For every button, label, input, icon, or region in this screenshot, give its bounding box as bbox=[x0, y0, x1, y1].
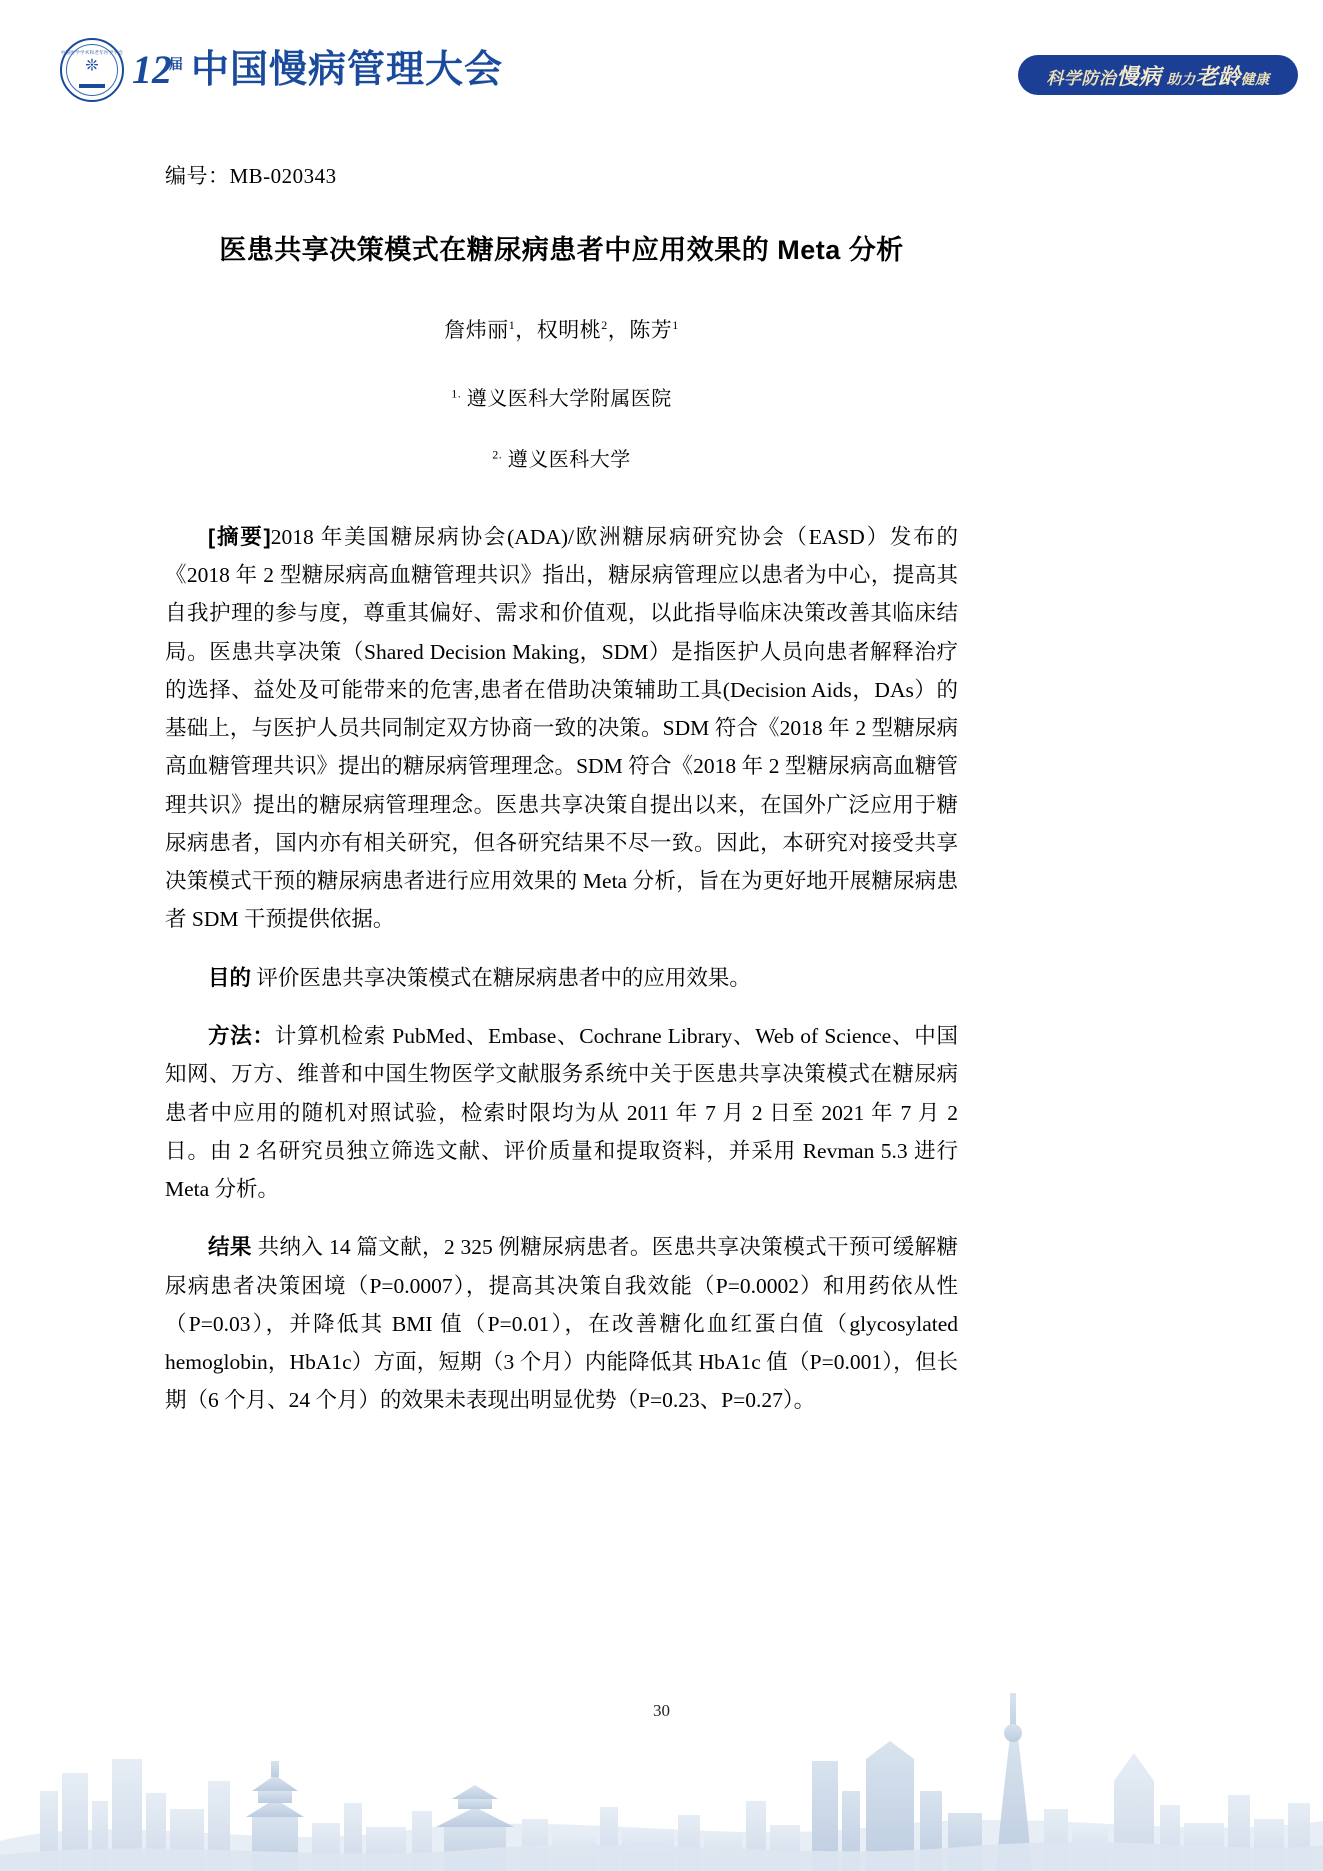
slogan-part-5: 健康 bbox=[1240, 70, 1270, 87]
methods-text: 计算机检索 PubMed、Embase、Cochrane Library、Web of Science、中国知网、万方、维普和中国生物医学文献服务系统中关于医患共享决策模式在糖尿病患者中应用的随机对照试验，检索时限均为从 2011 年 7 月 2 日至 2021 年 7 月 2 日。由 2 名研究员独立筛选文献、评价质量和提取资料，并采用 Revman 5.3 进行 Meta 分析。 bbox=[165, 1023, 958, 1202]
page-header bbox=[0, 0, 1323, 120]
slogan-part-1: 科学防治 bbox=[1046, 68, 1117, 88]
conference-logo bbox=[60, 38, 503, 102]
author-name-2: 权明桃 bbox=[536, 317, 602, 342]
slogan-part-4: 老龄 bbox=[1195, 63, 1241, 89]
skyline-mid-cluster-b bbox=[522, 1801, 800, 1871]
abstract-label: [摘要] bbox=[208, 524, 271, 549]
conference-slogan-text bbox=[1046, 60, 1269, 91]
results-paragraph bbox=[165, 1228, 958, 1419]
temple-gate-icon bbox=[436, 1785, 514, 1871]
seal-ring-text: 中国医学学术和老年医学学会 bbox=[60, 50, 124, 55]
results-label: 结果 bbox=[208, 1235, 252, 1260]
page-title: 医患共享决策模式在糖尿病患者中应用效果的 Meta 分析 bbox=[219, 235, 904, 265]
results-text: 共纳入 14 篇文献，2 325 例糖尿病患者。医患共享决策模式干预可缓解糖尿病患者决策困境（P=0.0007），提高其决策自我效能（P=0.0002）和用药依从性（P=0.03），并降低其 BMI 值（P=0.01），在改善糖化血红蛋白值（glycosylated hemoglobin，HbA1c）方面，短期（3 个月）内能降低其 HbA1c 值（P=0.001），但长期（6 个月、24 个月）的效果未表现出明显优势（P=0.23、P=0.27）。 bbox=[165, 1235, 958, 1413]
affiliation-name-1: 遵义医科大学附属医院 bbox=[466, 387, 672, 410]
affiliation-sup-1: 1. bbox=[451, 386, 462, 401]
author-sup-2: 2 bbox=[601, 317, 608, 332]
skyline-left-cluster bbox=[40, 1759, 230, 1871]
author-sup-1: 1 bbox=[508, 317, 516, 332]
author-sup-3: 1 bbox=[672, 317, 679, 332]
skyline-wash bbox=[0, 1820, 1323, 1871]
skyline-decoration bbox=[0, 1641, 1323, 1871]
abstract-text: 2018 年美国糖尿病协会(ADA)/欧洲糖尿病研究协会（EASD）发布的《2018 年 2 型糖尿病高血糖管理共识》指出，糖尿病管理应以患者为中心，提高其自我护理的参与度，尊重其偏好、需求和价值观，以此指导临床决策改善其临床结局。医患共享决策（Shared Decision Making，SDM）是指医护人员向患者解释治疗的选择、益处及可能带来的危害,患者在借助决策辅助工具(Decision Aids，DAs）的基础上，与医护人员共同制定双方协商一致的决策。SDM 符合《2018 年 2 型糖尿病高血糖管理共识》提出的糖尿病管理理念。SDM 符合《2018 年 2 型糖尿病高血糖管理共识》提出的糖尿病管理理念。医患共享决策自提出以来，在国外广泛应用于糖尿病患者，国内亦有相关研究，但各研究结果不尽一致。因此，本研究对接受共享决策模式干预的糖尿病患者进行应用效果的 Meta 分析，旨在为更好地开展糖尿病患者 SDM 干预提供依据。 bbox=[165, 524, 958, 932]
methods-label: 方法： bbox=[208, 1023, 275, 1048]
affiliation-1 bbox=[165, 382, 958, 411]
affiliation-2 bbox=[165, 443, 958, 472]
conference-slogan-banner bbox=[1018, 55, 1298, 95]
association-seal-icon bbox=[60, 38, 124, 102]
logo-title: 中国慢病管理大会 bbox=[191, 49, 504, 91]
seal-base-icon bbox=[79, 84, 105, 88]
objective-paragraph bbox=[165, 959, 958, 997]
skyline-foreground-wave bbox=[0, 1842, 1323, 1871]
author-name-1: 詹炜丽 bbox=[444, 317, 509, 342]
methods-paragraph bbox=[165, 1017, 958, 1208]
affiliation-name-2: 遵义医科大学 bbox=[507, 448, 631, 471]
slogan-part-2: 慢病 bbox=[1116, 63, 1162, 89]
logo-edition-number: $12^届$ bbox=[132, 47, 183, 92]
page-number: 30 bbox=[653, 1701, 670, 1720]
logo-edition-suffix: 届 bbox=[169, 57, 183, 73]
affiliation-sup-2: 2. bbox=[492, 447, 503, 462]
skyline-far-right-cluster bbox=[1044, 1753, 1310, 1871]
seal-flower-icon: ❊ bbox=[85, 57, 99, 75]
pagoda-icon bbox=[246, 1761, 304, 1871]
abstract-paragraph bbox=[165, 518, 958, 939]
author-name-3: 陈芳 bbox=[629, 317, 673, 342]
objective-text: 评价医患共享决策模式在糖尿病患者中的应用效果。 bbox=[256, 965, 751, 990]
author-list: 詹炜丽$^1$，权明桃$^2$，陈芳$^1$ bbox=[444, 317, 679, 342]
objective-label: 目的 bbox=[208, 965, 252, 990]
skyline-mid-cluster-a bbox=[312, 1803, 432, 1871]
document-content bbox=[165, 160, 958, 1440]
document-id: 编号：MB-020343 bbox=[165, 164, 337, 188]
skyline-right-towers bbox=[812, 1741, 982, 1871]
slogan-part-3: 助力 bbox=[1166, 70, 1196, 87]
